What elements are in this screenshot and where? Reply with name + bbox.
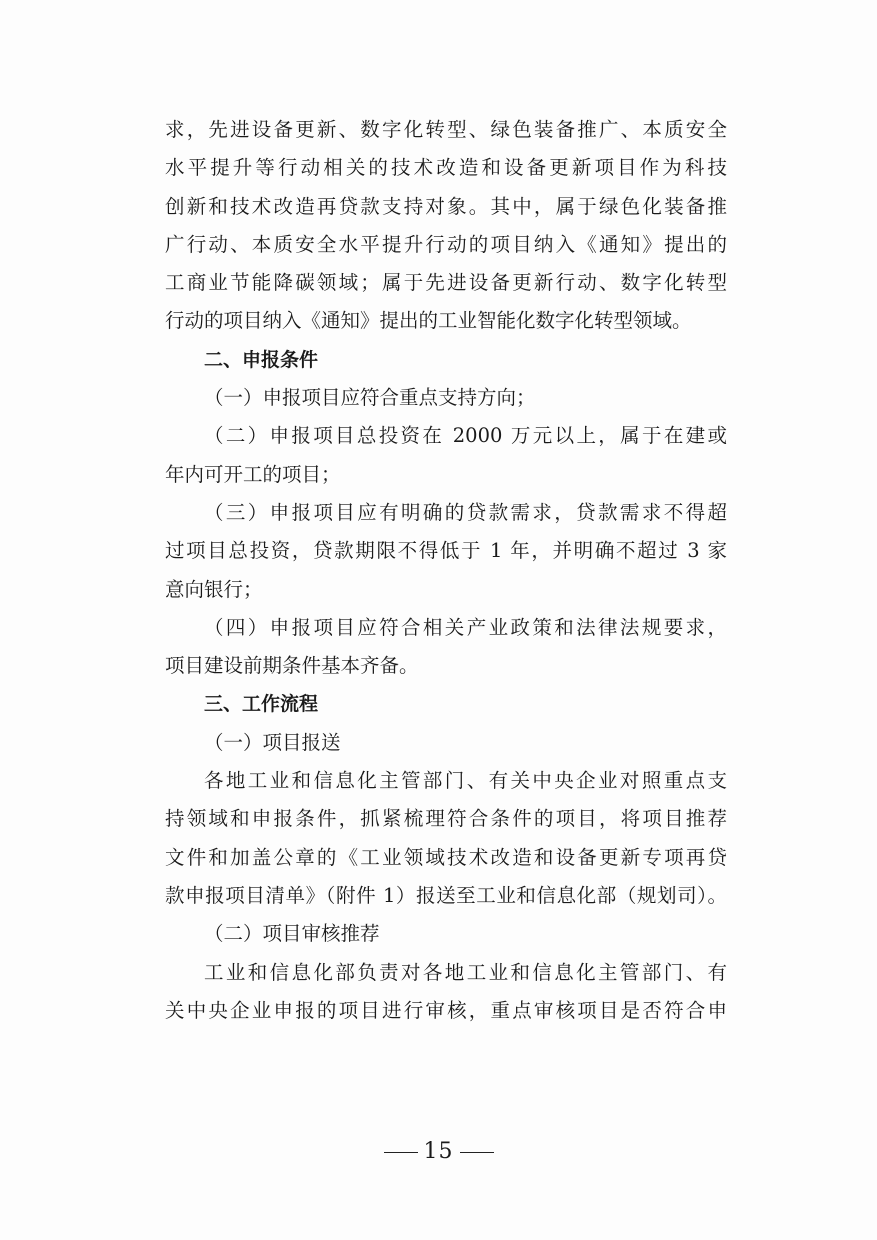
text-line: 工业和信息化部负责对各地工业和信息化主管部门、有 — [204, 960, 727, 984]
text-line: 各地工业和信息化主管部门、有关中央企业对照重点支 — [204, 769, 727, 793]
subsection-heading-review: （二）项目审核推荐 — [204, 922, 380, 946]
text-line: 关中央企业申报的项目进行审核，重点审核项目是否符合申 — [165, 998, 727, 1022]
text-line: （四）申报项目应符合相关产业政策和法律法规要求， — [204, 615, 727, 639]
text-line: 水平提升等行动相关的技术改造和设备更新项目作为科技 — [165, 156, 727, 180]
page-number — [0, 1132, 877, 1172]
text-line: 项目建设前期条件基本齐备。 — [165, 654, 419, 678]
text-line: 年内可开工的项目； — [165, 462, 341, 486]
text-line: 款申报项目清单》（附件 1）报送至工业和信息化部（规划司）。 — [165, 883, 727, 907]
text-line: 创新和技术改造再贷款支持对象。其中，属于绿色化装备推 — [165, 194, 727, 218]
text-line: 求，先进设备更新、数字化转型、绿色装备推广、本质安全 — [165, 118, 727, 141]
text-line: 行动的项目纳入《通知》提出的工业智能化数字化转型领域。 — [165, 309, 692, 333]
text-line: 持领域和申报条件，抓紧梳理符合条件的项目，将项目推荐 — [165, 807, 727, 831]
text-line: 工商业节能降碳领域；属于先进设备更新行动、数字化转型 — [165, 271, 727, 295]
section-heading-requirements: 二、申报条件 — [204, 348, 319, 371]
text-line: 意向银行； — [165, 577, 263, 601]
body-text — [165, 111, 727, 1030]
text-line: 文件和加盖公章的《工业领域技术改造和设备更新专项再贷 — [165, 845, 727, 869]
text-line: 广行动、本质安全水平提升行动的项目纳入《通知》提出的 — [165, 232, 727, 256]
dash-left — [384, 1152, 418, 1153]
text-line: 过项目总投资，贷款期限不得低于 1 年，并明确不超过 3 家 — [165, 539, 727, 563]
section-heading-workflow: 三、工作流程 — [204, 693, 319, 716]
subsection-heading-submission: （一）项目报送 — [204, 730, 341, 754]
dash-right — [460, 1152, 494, 1153]
text-line: （二）申报项目总投资在 2000 万元以上，属于在建或 — [204, 424, 727, 448]
page-number-value: 15 — [423, 1139, 454, 1164]
text-line: （一）申报项目应符合重点支持方向； — [204, 386, 536, 410]
text-line: （三）申报项目应有明确的贷款需求，贷款需求不得超 — [204, 500, 727, 524]
